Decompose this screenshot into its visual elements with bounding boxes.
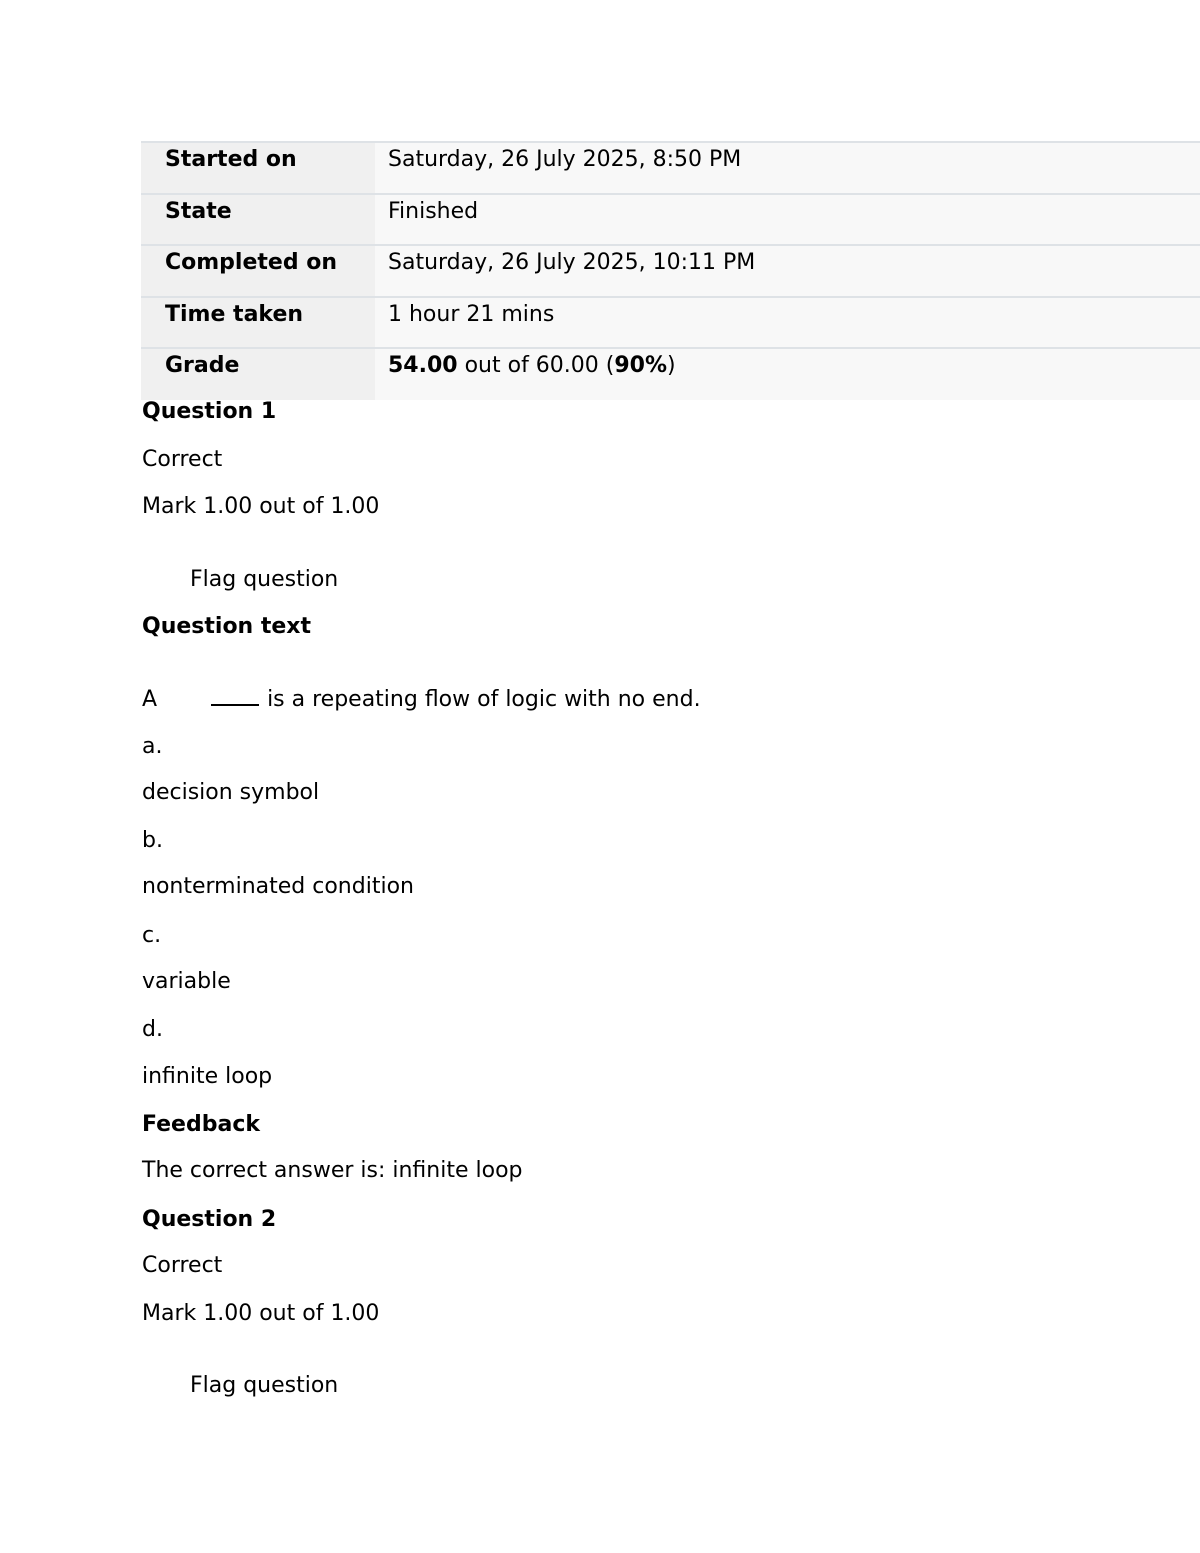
summary-row-time-taken xyxy=(141,297,1200,349)
summary-label: Started on xyxy=(141,142,375,194)
grade-score: 54.00 xyxy=(388,353,458,379)
question-2-title: Question 2 xyxy=(142,1207,277,1232)
question-2-status: Correct xyxy=(142,1253,223,1278)
question-2-flag-link[interactable]: Flag question xyxy=(190,1373,339,1398)
question-2-mark: Mark 1.00 out of 1.00 xyxy=(142,1301,380,1326)
feedback-text: The correct answer is: infinite loop xyxy=(142,1158,523,1183)
summary-label: Completed on xyxy=(141,245,375,297)
summary-row-completed xyxy=(141,245,1200,297)
summary-label: Time taken xyxy=(141,297,375,349)
option-a-text[interactable]: decision symbol xyxy=(142,780,320,805)
question-1-title: Question 1 xyxy=(142,399,277,424)
option-d-letter: d. xyxy=(142,1017,163,1042)
feedback-heading: Feedback xyxy=(142,1112,260,1137)
summary-row-grade xyxy=(141,348,1200,400)
option-c-letter: c. xyxy=(142,923,162,948)
summary-label: State xyxy=(141,194,375,246)
option-c-text[interactable]: variable xyxy=(142,969,231,994)
question-1-text-heading: Question text xyxy=(142,614,312,639)
question-1-flag-link[interactable]: Flag question xyxy=(190,567,339,592)
attempt-summary-table xyxy=(141,141,1200,400)
option-b-text[interactable]: nonterminated condition xyxy=(142,874,414,899)
question-1-status: Correct xyxy=(142,447,223,472)
option-b-letter: b. xyxy=(142,828,163,853)
grade-percent: 90% xyxy=(614,353,668,379)
summary-row-state xyxy=(141,194,1200,246)
option-d-text[interactable]: infinite loop xyxy=(142,1064,273,1089)
stem-after: is a repeating flow of logic with no end. xyxy=(267,687,701,712)
stem-before: A xyxy=(142,687,158,712)
question-1-mark: Mark 1.00 out of 1.00 xyxy=(142,494,380,519)
summary-value: 1 hour 21 mins xyxy=(375,297,1200,349)
summary-value: Finished xyxy=(375,194,1200,246)
grade-out-of: out of 60.00 ( xyxy=(457,353,615,379)
grade-close: ) xyxy=(667,353,676,379)
answer-blank xyxy=(211,686,259,706)
option-a-letter: a. xyxy=(142,734,163,759)
summary-value: Saturday, 26 July 2025, 10:11 PM xyxy=(375,245,1200,297)
summary-row-started xyxy=(141,142,1200,194)
summary-value: Saturday, 26 July 2025, 8:50 PM xyxy=(375,142,1200,194)
summary-label: Grade xyxy=(141,348,375,400)
grade-value xyxy=(375,348,1200,400)
question-1-stem xyxy=(142,686,701,713)
